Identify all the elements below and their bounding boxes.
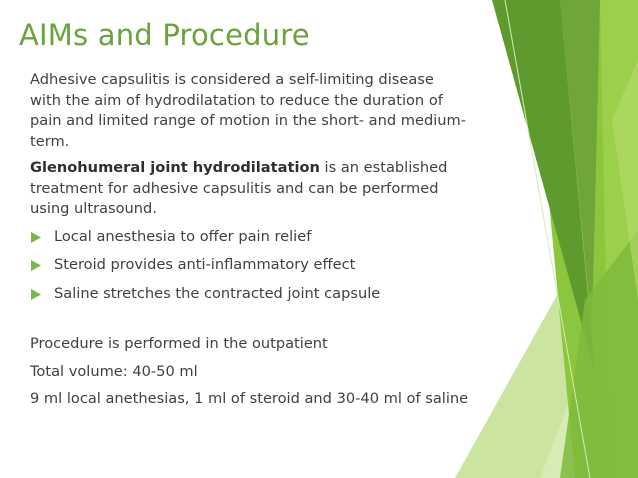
footer-line: 9 ml local anethesias, 1 ml of steroid and 30-40 ml of saline <box>30 390 469 407</box>
text-line: treatment for adhesive capsulitis and can be performed <box>30 179 439 197</box>
bullet-item <box>30 255 470 276</box>
triangle-bullet-icon <box>31 289 41 300</box>
slide-title: AIMs and Procedure <box>19 18 310 52</box>
text-line: pain and limited range of motion in the short- and medium- <box>30 112 467 129</box>
bullet-item <box>30 227 470 248</box>
bullet-text: Saline stretches the contracted joint capsule <box>54 284 381 302</box>
paragraph-intro <box>30 70 470 152</box>
triangle-bullet-icon <box>31 232 41 243</box>
bold-term: Glenohumeral joint hydrodilatation <box>30 159 320 176</box>
footer-line: Total volume: 40-50 ml <box>30 362 198 380</box>
text-line: using ultrasound. <box>30 200 157 217</box>
text-line: with the aim of hydrodilatation to reduce the duration of <box>30 91 443 109</box>
triangle-bullet-icon <box>31 260 41 271</box>
bullet-text: Local anesthesia to offer pain relief <box>54 227 312 245</box>
text-line: Adhesive capsulitis is considered a self-limiting disease <box>30 71 434 88</box>
footer-line: Procedure is performed in the outpatient <box>30 335 328 352</box>
bullet-item <box>30 284 470 305</box>
text-line: is an established <box>319 159 448 176</box>
slide-body <box>30 70 470 410</box>
bullet-list <box>30 227 470 305</box>
bullet-text: Steroid provides anti-inflammatory effect <box>54 256 356 273</box>
paragraph-hydrodilatation <box>30 158 470 220</box>
text-line: term. <box>30 132 70 150</box>
spacer <box>30 312 470 334</box>
